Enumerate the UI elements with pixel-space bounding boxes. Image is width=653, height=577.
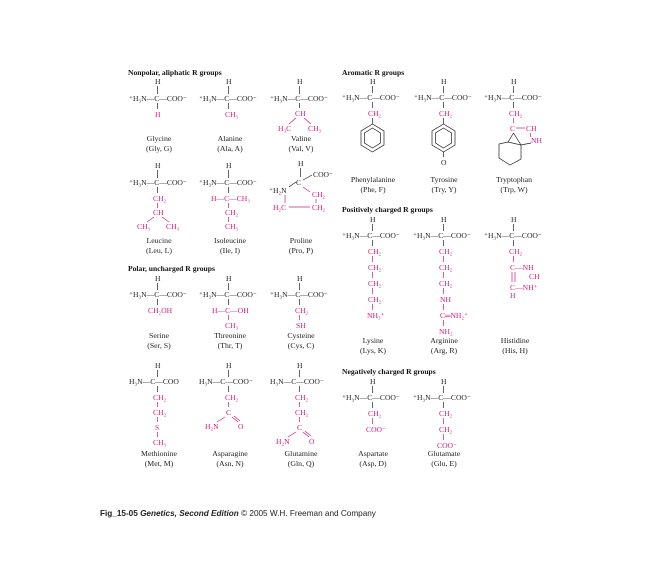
svg-text:⁺H₃N—C—COO⁻: ⁺H₃N—C—COO⁻ <box>342 393 400 402</box>
svg-text:H₂C: H₂C <box>273 203 287 212</box>
svg-text:NH₃⁺: NH₃⁺ <box>367 311 385 320</box>
svg-text:H₂N: H₂N <box>276 437 290 446</box>
svg-text:⁺H₃N—C—COO⁻: ⁺H₃N—C—COO⁻ <box>129 94 187 103</box>
svg-text:C: C <box>297 423 303 432</box>
svg-text:CH₂: CH₂ <box>312 190 326 199</box>
svg-text:⁺H₃N—C—COO⁻: ⁺H₃N—C—COO⁻ <box>199 290 257 299</box>
svg-text:H: H <box>226 274 232 283</box>
leucine-structure <box>129 161 187 231</box>
svg-text:H₂N: H₂N <box>205 422 219 431</box>
valine-name: Valine <box>291 134 311 143</box>
svg-text:CH₃: CH₃ <box>166 222 180 231</box>
cysteine-abbr: (Cys, C) <box>287 341 315 350</box>
svg-text:H: H <box>511 77 517 86</box>
svg-text:CH₃: CH₃ <box>137 222 151 231</box>
svg-text:CH₃: CH₃ <box>153 438 167 447</box>
svg-text:H: H <box>155 274 161 283</box>
valine-abbr: (Val, V) <box>288 144 314 153</box>
svg-text:CH₂: CH₂ <box>509 247 523 256</box>
svg-text:COO⁻: COO⁻ <box>366 425 387 434</box>
histidine-name: Histidine <box>500 336 530 345</box>
serine-name: Serine <box>149 331 169 340</box>
svg-text:⁺H₃N—C—COO⁻: ⁺H₃N—C—COO⁻ <box>484 231 542 240</box>
tryptophan-structure <box>484 77 542 165</box>
svg-text:H: H <box>441 377 447 386</box>
isoleucine-structure <box>199 161 257 231</box>
glutamine-structure <box>270 361 324 446</box>
svg-text:CH₃: CH₃ <box>225 110 239 119</box>
proline-name: Proline <box>289 236 313 245</box>
svg-text:H—C—OH: H—C—OH <box>212 306 249 315</box>
phenylalanine-structure <box>342 77 400 152</box>
svg-text:H: H <box>297 361 303 370</box>
lysine-structure <box>342 215 400 320</box>
svg-text:CH₂: CH₂ <box>368 409 382 418</box>
svg-text:CH₂: CH₂ <box>295 408 309 417</box>
isoleucine-abbr: (Ile, I) <box>220 246 240 255</box>
svg-text:CH: CH <box>153 208 164 217</box>
svg-text:H: H <box>298 159 304 168</box>
svg-text:H: H <box>155 110 161 119</box>
glutamate-structure <box>413 377 471 450</box>
svg-text:COO⁻: COO⁻ <box>313 170 334 179</box>
heading-positive: Positively charged R groups <box>342 205 433 214</box>
tyrosine-structure <box>414 77 472 167</box>
alanine-name: Alanine <box>217 134 243 143</box>
svg-text:CH₂: CH₂ <box>368 109 382 118</box>
arginine-name: Arginine <box>430 336 458 345</box>
heading-nonpolar: Nonpolar, aliphatic R groups <box>128 68 222 77</box>
svg-text:⁺H₃N—C—COO⁻: ⁺H₃N—C—COO⁻ <box>270 290 328 299</box>
svg-text:H: H <box>226 161 232 170</box>
svg-text:NH₂: NH₂ <box>439 327 453 336</box>
threonine-structure <box>199 274 257 330</box>
svg-text:H: H <box>155 77 161 86</box>
alanine-abbr: (Ala, A) <box>217 144 243 153</box>
phenylalanine-name: Phenylalanine <box>350 175 396 184</box>
svg-text:CH₂: CH₂ <box>368 247 382 256</box>
histidine-abbr: (His, H) <box>502 346 528 355</box>
figure-caption <box>100 509 376 518</box>
svg-text:⁺H₃N—C—COO⁻: ⁺H₃N—C—COO⁻ <box>129 290 187 299</box>
tyrosine-name: Tyrosine <box>430 175 458 184</box>
threonine-name: Threonine <box>213 331 247 340</box>
svg-text:H: H <box>441 215 447 224</box>
svg-text:⁺H₂N: ⁺H₂N <box>269 186 287 195</box>
aspartate-name: Aspartate <box>358 449 388 458</box>
svg-text:⁺H₃N—C—COO⁻: ⁺H₃N—C—COO⁻ <box>342 231 400 240</box>
asparagine-name: Asparagine <box>212 449 248 458</box>
svg-text:CH₂: CH₂ <box>153 393 167 402</box>
svg-text:NH: NH <box>440 295 451 304</box>
svg-text:CH₂: CH₂ <box>509 109 523 118</box>
svg-text:H: H <box>226 361 232 370</box>
asparagine-structure <box>199 361 253 431</box>
svg-text:O: O <box>441 158 447 167</box>
tryptophan-name: Tryptophan <box>495 175 533 184</box>
methionine-abbr: (Met, M) <box>144 459 174 468</box>
svg-text:CH₂: CH₂ <box>225 208 239 217</box>
svg-text:H: H <box>155 161 161 170</box>
tryptophan-abbr: (Trp, W) <box>500 185 528 194</box>
glutamate-abbr: (Glu, E) <box>431 459 457 468</box>
valine-structure <box>270 77 328 133</box>
isoleucine-name: Isoleucine <box>213 236 247 245</box>
svg-text:⁺H₃N—C—COO⁻: ⁺H₃N—C—COO⁻ <box>342 93 400 102</box>
caption-fig-id: Fig_15-05 <box>100 509 138 518</box>
tyrosine-abbr: (Try, Y) <box>431 185 457 194</box>
svg-text:H: H <box>510 291 516 300</box>
svg-text:⁺H₃N—C—COO⁻: ⁺H₃N—C—COO⁻ <box>413 231 471 240</box>
svg-text:⁺H₃N—C—COO⁻: ⁺H₃N—C—COO⁻ <box>413 393 471 402</box>
threonine-abbr: (Thr, T) <box>217 341 243 350</box>
svg-text:O: O <box>309 437 315 446</box>
svg-text:S: S <box>155 423 160 432</box>
svg-text:CH₂: CH₂ <box>368 263 382 272</box>
arginine-structure <box>413 215 471 336</box>
svg-text:C: C <box>296 178 302 187</box>
svg-text:H: H <box>370 215 376 224</box>
svg-text:H₃N—C—COO⁻: H₃N—C—COO⁻ <box>270 377 324 386</box>
svg-text:CH₂: CH₂ <box>153 194 167 203</box>
svg-text:CH₂: CH₂ <box>439 109 453 118</box>
glutamate-name: Glutamate <box>427 449 461 458</box>
svg-text:C: C <box>510 124 516 133</box>
asparagine-abbr: (Asn, N) <box>216 459 244 468</box>
svg-text:⁺H₃N—C—COO⁻: ⁺H₃N—C—COO⁻ <box>129 178 187 187</box>
heading-aromatic: Aromatic R groups <box>342 68 405 77</box>
alanine-structure <box>199 77 257 119</box>
svg-text:H₃C: H₃C <box>278 124 292 133</box>
svg-text:CH: CH <box>529 272 540 281</box>
svg-text:CH₂: CH₂ <box>295 306 309 315</box>
svg-text:H: H <box>297 77 303 86</box>
svg-text:CH: CH <box>526 124 537 133</box>
svg-text:⁺H₃N—C—COO⁻: ⁺H₃N—C—COO⁻ <box>414 93 472 102</box>
svg-text:⁺H₃N—C—COO⁻: ⁺H₃N—C—COO⁻ <box>199 178 257 187</box>
svg-text:H: H <box>226 77 232 86</box>
caption-book-title: Genetics, Second Edition <box>140 509 239 518</box>
aspartate-abbr: (Asp, D) <box>359 459 387 468</box>
svg-text:H: H <box>370 77 376 86</box>
svg-text:CH₃: CH₃ <box>225 222 239 231</box>
histidine-structure <box>484 215 542 300</box>
svg-text:CH₂: CH₂ <box>439 409 453 418</box>
svg-text:CH₂: CH₂ <box>368 279 382 288</box>
caption-copyright: © 2005 W.H. Freeman and Company <box>241 509 376 518</box>
svg-text:H: H <box>297 274 303 283</box>
svg-text:CH₂: CH₂ <box>153 408 167 417</box>
svg-text:H₃N—C—COO⁻: H₃N—C—COO⁻ <box>199 377 253 386</box>
svg-text:C: C <box>226 408 232 417</box>
proline-abbr: (Pro, P) <box>288 246 314 255</box>
aspartate-structure <box>342 377 400 434</box>
heading-polar: Polar, uncharged R groups <box>128 264 215 273</box>
lysine-abbr: (Lys, K) <box>360 346 386 355</box>
svg-text:CH₂: CH₂ <box>439 279 453 288</box>
svg-text:CH₃: CH₃ <box>308 124 322 133</box>
svg-text:C═NH₂⁺: C═NH₂⁺ <box>440 311 469 320</box>
svg-text:SH: SH <box>296 321 306 330</box>
cysteine-structure <box>270 274 328 330</box>
phenylalanine-abbr: (Phe, F) <box>360 185 386 194</box>
svg-text:H₃N—C—COO: H₃N—C—COO <box>129 377 179 386</box>
svg-text:CH: CH <box>295 109 306 118</box>
serine-abbr: (Ser, S) <box>147 341 171 350</box>
svg-text:NH: NH <box>531 136 542 145</box>
leucine-abbr: (Leu, L) <box>146 246 172 255</box>
svg-text:⁺H₃N—C—COO⁻: ⁺H₃N—C—COO⁻ <box>270 94 328 103</box>
svg-text:CH₂: CH₂ <box>312 203 326 212</box>
svg-text:CH₂: CH₂ <box>295 393 309 402</box>
svg-text:COO⁻: COO⁻ <box>437 441 458 450</box>
glutamine-abbr: (Gln, Q) <box>287 459 315 468</box>
svg-text:⁺H₃N—C—COO⁻: ⁺H₃N—C—COO⁻ <box>199 94 257 103</box>
svg-text:C—NH: C—NH <box>510 263 534 272</box>
svg-text:H: H <box>511 215 517 224</box>
proline-structure <box>269 159 333 212</box>
lysine-name: Lysine <box>362 336 384 345</box>
glycine-name: Glycine <box>146 134 172 143</box>
glycine-structure <box>129 77 187 119</box>
svg-text:CH₂: CH₂ <box>368 295 382 304</box>
svg-text:H: H <box>441 77 447 86</box>
svg-text:CH₂: CH₂ <box>439 263 453 272</box>
svg-text:O: O <box>238 422 244 431</box>
svg-text:CH₃: CH₃ <box>225 321 239 330</box>
cysteine-name: Cysteine <box>287 331 315 340</box>
svg-text:C—NH⁺: C—NH⁺ <box>510 283 538 292</box>
glycine-abbr: (Gly, G) <box>146 144 172 153</box>
arginine-abbr: (Arg, R) <box>430 346 458 355</box>
svg-text:H: H <box>370 377 376 386</box>
svg-text:CH₂: CH₂ <box>439 425 453 434</box>
methionine-structure <box>129 361 179 447</box>
svg-text:H—C—CH₃: H—C—CH₃ <box>211 194 250 203</box>
svg-text:CH₂OH: CH₂OH <box>148 306 173 315</box>
heading-negative: Negatively charged R groups <box>342 367 436 376</box>
leucine-name: Leucine <box>146 236 172 245</box>
serine-structure <box>129 274 187 315</box>
svg-text:CH₂: CH₂ <box>225 393 239 402</box>
methionine-name: Methionine <box>141 449 177 458</box>
svg-text:CH₂: CH₂ <box>439 247 453 256</box>
glutamine-name: Glutamine <box>284 449 318 458</box>
svg-text:⁺H₃N—C—COO⁻: ⁺H₃N—C—COO⁻ <box>484 93 542 102</box>
svg-text:H: H <box>155 361 161 370</box>
